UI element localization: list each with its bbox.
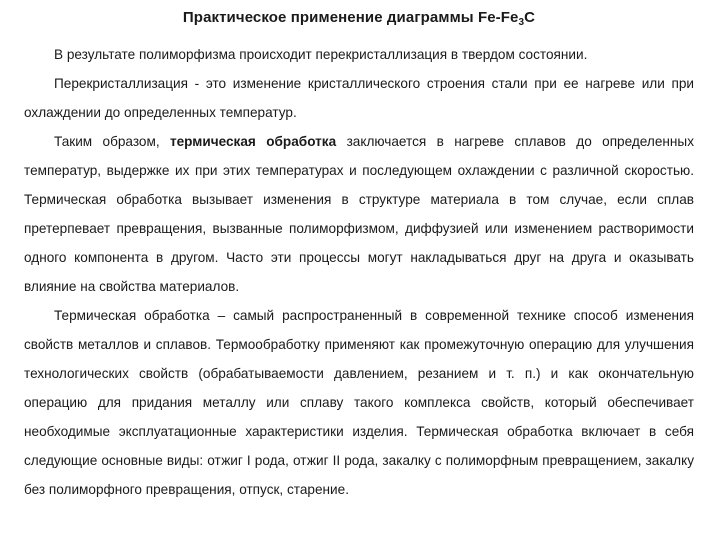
page-title bbox=[24, 8, 694, 28]
paragraph-text-before: Таким образом, bbox=[54, 134, 170, 149]
paragraph-recrystallization: Перекристаллизация - это изменение кристаллического строения стали при ее нагреве или при охлаждении до определенных температур. bbox=[24, 76, 694, 120]
paragraph-polymorphism: В результате полиморфизма происходит перекристаллизация в твердом состоянии. bbox=[54, 47, 588, 62]
title-prefix: Практическое применение диаграммы Fe-Fe bbox=[182, 9, 519, 26]
term-heat-treatment: термическая обработка bbox=[169, 134, 337, 149]
title-suffix: C bbox=[524, 9, 536, 26]
paragraph-text-after: заключается в нагреве сплавов до определенных температур, выдержке их при этих температурах и последующем охлаждении с различной скоростью. Термическая обработка вызывает изменения в структуре материала в том случае, если сплав претерпевает превращения, вызванные полиморфизмом, диффузией или изменением растворимости одного компонента в другом. Часто эти процессы могут накладываться друг на друга и оказывать влияние на свойства материалов. bbox=[24, 134, 694, 294]
paragraph-heat-treatment-definition bbox=[24, 127, 694, 301]
paragraph-heat-treatment-types: Термическая обработка – самый распространенный в современной технике способ изменения свойств металлов и сплавов. Термообработку применяют как промежуточную операцию для улучшения технологических свойств (обрабатываемости давлением, резанием и т. п.) и как окончательную операцию для придания металлу или сплаву такого комплекса свойств, который обеспечивает необходимые эксплуатационные характеристики изделия. Термическая обработка включает в себя следующие основные виды: отжиг I рода, отжиг II рода, закалку с полиморфным превращением, закалку без полиморфного превращения, отпуск, старение. bbox=[24, 308, 694, 497]
title-subscript: 3 bbox=[518, 17, 525, 28]
